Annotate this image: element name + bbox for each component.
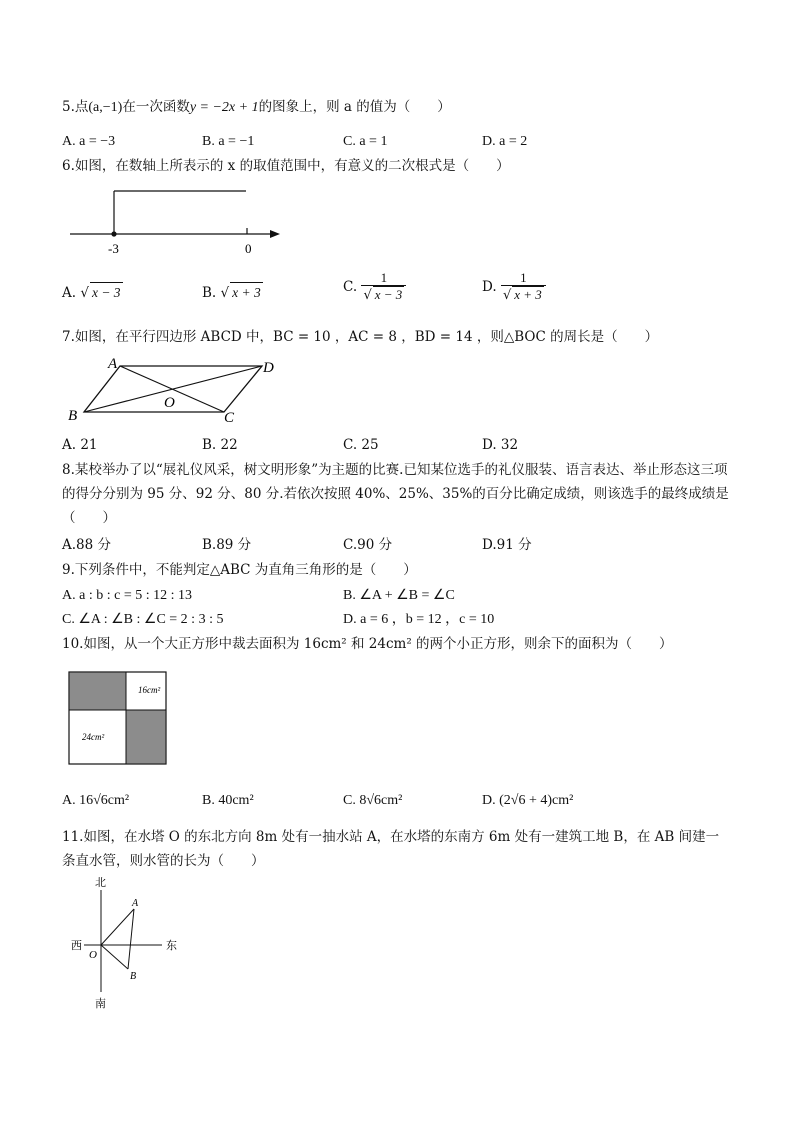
removed-shaded-bottom-right	[126, 710, 166, 764]
number-line-arrow	[270, 230, 280, 238]
q5-point: (a,−1)	[88, 100, 123, 115]
vertex-a: A	[108, 356, 118, 372]
q9-option-c: C. ∠A : ∠B : ∠C = 2 : 3 : 5	[62, 612, 224, 627]
range-closed-dot	[111, 231, 116, 236]
q10-option-d: D. (2√6 + 4)cm²	[482, 793, 574, 808]
q9-option-b: B. ∠A + ∠B = ∠C	[343, 588, 455, 603]
removed-shaded-top-left	[69, 672, 126, 710]
label-b: B	[130, 971, 137, 982]
vertex-b: B	[68, 408, 78, 424]
q8-option-c: C.90 分	[343, 537, 393, 553]
q6-option-b: B. √ x + 3	[202, 282, 263, 303]
label-o: O	[89, 949, 97, 961]
q10-option-a: A. 16√6cm²	[62, 793, 130, 808]
q5-option-b: B. a = −1	[202, 134, 255, 149]
label-south: 南	[95, 998, 106, 1010]
q9-option-d: D. a = 6 ，b = 12 ，c = 10	[343, 612, 495, 627]
q6-option-a: A. √ x − 3	[62, 282, 123, 303]
segment-ab	[128, 909, 134, 969]
center-o: O	[164, 395, 175, 411]
label-west: 西	[71, 940, 82, 952]
question-6-stem: 6.如图，在数轴上所表示的 x 的取值范围中，有意义的二次根式是（ ）	[62, 158, 510, 174]
tick-label-zero: 0	[245, 241, 252, 256]
tick-label-neg3: -3	[108, 241, 119, 256]
question-11-stem: 11.如图，在水塔 O 的东北方向 8m 处有一抽水站 A，在水塔的东南方 6m 处有一建筑工地 B，在 AB 间建一条直水管，则水管的长为（ ）	[62, 829, 720, 869]
q5-option-c: C. a = 1	[343, 134, 388, 149]
question-7-stem: 7.如图，在平行四边形 ABCD 中，BC = 10 ，AC = 8 ，BD = 14 ，则△BOC 的周长是（ ）	[62, 329, 659, 345]
label-north: 北	[95, 877, 106, 889]
q5-function: y = −2x + 1	[189, 100, 259, 115]
q9-option-a: A. a : b : c = 5 : 12 : 13	[62, 588, 192, 603]
q5-option-a: A. a = −3	[62, 134, 116, 149]
q11-compass-figure	[66, 874, 186, 1014]
q7-parallelogram-figure	[62, 354, 292, 428]
q8-option-d: D.91 分	[482, 537, 532, 553]
q10-option-b: B. 40cm²	[202, 793, 254, 808]
q7-option-a: A. 21	[62, 437, 98, 453]
vertex-d: D	[263, 360, 274, 376]
question-9-stem: 9.下列条件中，不能判定△ABC 为直角三角形的是（ ）	[62, 562, 417, 578]
question-10-stem: 10.如图，从一个大正方形中裁去面积为 16cm² 和 24cm² 的两个小正方形，则余下的面积为（ ）	[62, 636, 673, 652]
segment-oa	[101, 909, 134, 945]
label-east: 东	[166, 940, 177, 952]
q7-option-c: C. 25	[343, 437, 379, 453]
label-a: A	[132, 898, 139, 909]
question-5-stem	[62, 96, 451, 119]
q10-squares-figure	[68, 671, 170, 767]
q10-option-c: C. 8√6cm²	[343, 793, 403, 808]
q5-suffix: 的图象上，则 a 的值为（ ）	[258, 99, 451, 115]
q6-number-line-figure	[62, 185, 292, 260]
q7-option-b: B. 22	[202, 437, 238, 453]
q5-option-d: D. a = 2	[482, 134, 528, 149]
vertex-c: C	[224, 410, 235, 426]
q8-option-b: B.89 分	[202, 537, 252, 553]
q6-option-c: C. $\frac{1}{√ x - 3}$	[343, 270, 406, 304]
label-24cm2: 24cm²	[82, 732, 105, 742]
segment-ob	[101, 945, 128, 969]
q5-mid: 在一次函数	[122, 99, 190, 115]
label-16cm2: 16cm²	[138, 685, 161, 695]
q7-option-d: D. 32	[482, 437, 519, 453]
q6-option-d: D. $\frac{1}{√ x + 3}$	[482, 270, 546, 304]
q5-prefix: 5.点	[62, 99, 89, 115]
q8-option-a: A.88 分	[62, 537, 112, 553]
question-8-stem: 8.某校举办了以“展礼仪风采，树文明形象”为主题的比赛.已知某位选手的礼仪服装、语言表达、举止形态这三项的得分分别为 95 分、92 分、80 分.若依次按照 40%、25%、35%的百分比确定成绩，则该选手的最终成绩是（ ）	[62, 462, 729, 526]
